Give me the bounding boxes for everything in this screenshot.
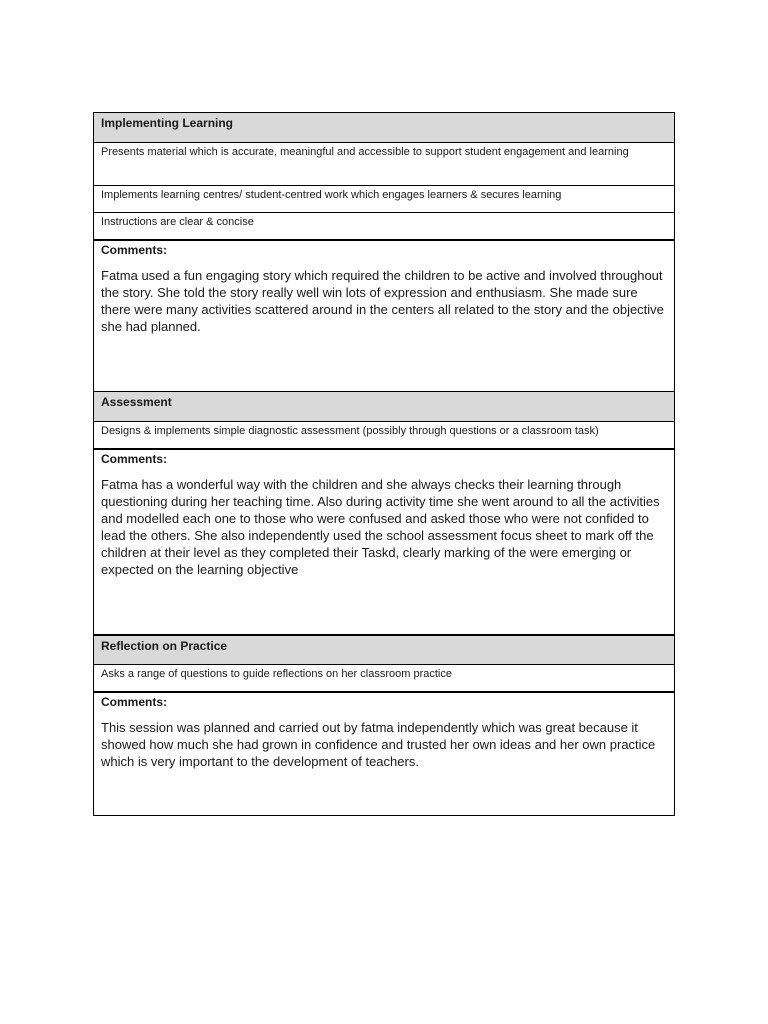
- section-heading-implementing-learning: [94, 113, 674, 143]
- comments-box-implementing-learning: [94, 240, 674, 392]
- criterion-row: [94, 143, 674, 186]
- comments-label: Comments:: [101, 695, 168, 709]
- assessment-form-table: [93, 112, 675, 816]
- comments-text: This session was planned and carried out by fatma independently which was great because it showed how much she had grown in confidence and trusted her own ideas and her own practice which is very important to the development of teachers.: [101, 720, 656, 769]
- criterion-text: Asks a range of questions to guide reflections on her classroom practice: [101, 668, 452, 680]
- criterion-text: Designs & implements simple diagnostic assessment (possibly through questions or a classroom task): [101, 425, 599, 437]
- criterion-row: [94, 422, 674, 449]
- criterion-row: [94, 665, 674, 692]
- section-heading-text: Assessment: [101, 395, 172, 409]
- section-heading-reflection-on-practice: [94, 635, 674, 665]
- section-heading-text: Implementing Learning: [101, 116, 234, 130]
- comments-box-reflection-on-practice: [94, 692, 674, 816]
- comments-label: Comments:: [101, 243, 168, 257]
- section-heading-text: Reflection on Practice: [101, 639, 228, 653]
- criterion-row: [94, 186, 674, 213]
- criterion-text: Presents material which is accurate, meaningful and accessible to support student engagement and learning: [101, 146, 629, 158]
- criterion-row: [94, 213, 674, 240]
- criterion-text: Implements learning centres/ student-centred work which engages learners & secures learning: [101, 189, 562, 201]
- criterion-text: Instructions are clear & concise: [101, 216, 254, 228]
- comments-label: Comments:: [101, 452, 168, 466]
- comments-text: Fatma has a wonderful way with the children and she always checks their learning through questioning during her teaching time. Also during activity time she went around to all the activities and modelled each one to those who were confused and asked those who were not confided to lead the others. She also independently used the school assessment focus sheet to mark off the children at their level as they completed their Taskd, clearly marking of the were emerging or expected on the learning objective: [101, 477, 660, 577]
- section-heading-assessment: [94, 392, 674, 422]
- comments-box-assessment: [94, 449, 674, 635]
- comments-text: Fatma used a fun engaging story which required the children to be active and involved throughout the story. She told the story really well win lots of expression and enthusiasm. She made sure there were many activities scattered around in the centers all related to the story and the objective she had planned.: [101, 268, 664, 334]
